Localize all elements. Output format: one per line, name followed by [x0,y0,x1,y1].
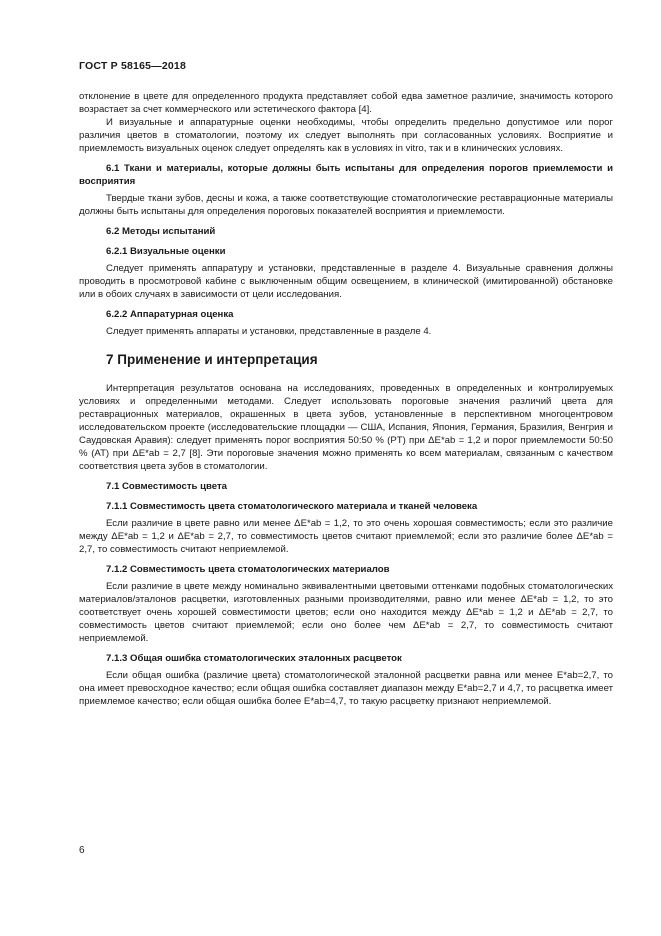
paragraph-6-2-2: Следует применять аппараты и установки, представленные в разделе 4. [106,326,432,337]
paragraph-6-2-1: Следует применять аппаратуру и установки, представленные в разделе 4. Визуальные сравнения должны проводить в просмотровой кабине с выключенным общим освещением, в клинической (имитированной) обстановке или в обоих случаях в зависимости от цели исследования. [79,263,613,300]
document-header: ГОСТ Р 58165—2018 [79,60,187,72]
heading-6-2-1: 6.2.1 Визуальные оценки [106,246,226,257]
paragraph-7-1-1: Если различие в цвете равно или менее ΔE*ab = 1,2, то это очень хорошая совместимость; если это различие между ΔE*ab = 1,2 и ΔE*ab = 2,7, то совместимость цветов считают приемлемой; если это различие более ΔE*ab = 2,7, то совместимость считают неприемлемой. [79,518,613,555]
paragraph-7-1-3: Если общая ошибка (различие цвета) стоматологической эталонной расцветки равна или менее E*ab=2,7, то она имеет превосходное качество; если общая ошибка составляет диапазон между E*ab=2,7 и 4,7, то расцветка имеет приемлемое качество; если общая ошибка более E*ab=4,7, то такую расцветку признают неприемлемой. [79,670,613,707]
heading-section-7: 7 Применение и интерпретация [106,352,318,367]
paragraph-continuation: отклонение в цвете для определенного продукта представляет собой едва заметное различие, значимость которого возрастает за счет коммерческого или эстетического фактора [4]. [79,91,613,115]
heading-7-1-1: 7.1.1 Совместимость цвета стоматологического материала и тканей человека [106,501,478,512]
page-content [79,90,613,708]
heading-6-2: 6.2 Методы испытаний [106,226,216,237]
heading-7-1-3: 7.1.3 Общая ошибка стоматологических эталонных расцветок [106,653,402,664]
heading-6-2-2: 6.2.2 Аппаратурная оценка [106,309,234,320]
heading-6-1: 6.1 Ткани и материалы, которые должны быть испытаны для определения порогов приемлемости и восприятия [79,163,613,187]
paragraph-6-1: Твердые ткани зубов, десны и кожа, а также соответствующие стоматологические реставрационные материалы должны быть испытаны для определения пороговых показателей восприятия и приемлемости. [79,193,613,217]
paragraph-visual-instrumental: И визуальные и аппаратурные оценки необходимы, чтобы определить предельно допустимое или порог различия цветов в стоматологии, поэтому их следует выполнять при согласованных условиях. Восприятие и приемлемость визуальных оценок следует определять как в условиях in vitro, так и в клинических условиях. [79,117,613,154]
paragraph-7-1-2: Если различие в цвете между номинально эквивалентными цветовыми оттенками подобных стоматологических материалов/эталонов расцветки, изготовленных разными производителями, равно или менее ΔE*ab = 1,2, то это соответствует очень хорошей совместимости цветов; если оно находится между ΔE*ab = 1,2 и ΔE*ab = 2,7, то совместимость цветов считают приемлемой; если оно более чем ΔE*ab = 2,7, то совместимость считают неприемлемой. [79,581,613,644]
heading-7-1: 7.1 Совместимость цвета [106,481,228,492]
heading-7-1-2: 7.1.2 Совместимость цвета стоматологических материалов [106,564,390,575]
paragraph-7: Интерпретация результатов основана на исследованиях, проведенных в определенных и контролируемых условиях и определенными методами. Следует использовать пороговые значения различий цвета для реставрационных материалов, окрашенных в цвета зубов, установленные в перспективном многоцентровом исследовательском проекте (исследовательские площадки — США, Испания, Япония, Германия, Бразилия, Венгрия и Саудовская Аравия): следует применять порог восприятия 50:50 % (PT) при ΔE*ab = 1,2 и порог приемлемости 50:50 % (AT) при ΔE*ab = 2,7 [8]. Эти пороговые значения можно применять ко всем материалам, связанным с качеством соответствия цвета зубов в стоматологии. [79,383,613,472]
page-number: 6 [79,845,85,856]
